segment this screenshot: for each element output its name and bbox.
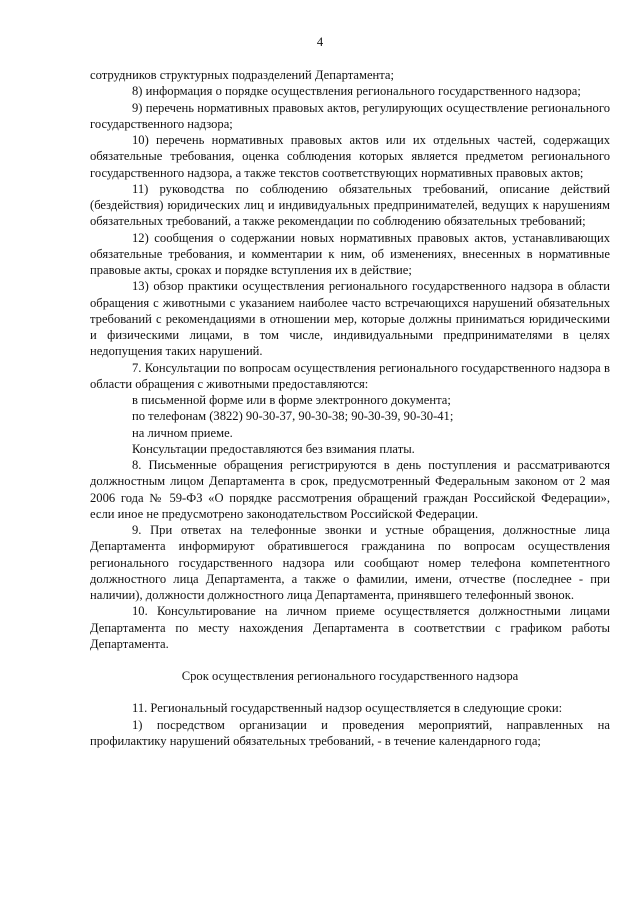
list-line: по телефонам (3822) 90-30-37, 90-30-38; 90-30-39, 90-30-41; — [132, 409, 454, 424]
paragraph: 12) сообщения о содержании новых нормативных правовых актов, устанавливающих обязательные требования, и комментарии к ним, об изменениях, внесенных в нормативные правовые акты, сроках и порядке вступления их в действие; — [90, 230, 610, 277]
paragraph: 9) перечень нормативных правовых актов, регулирующих осуществление регионального государственного надзора; — [90, 100, 610, 131]
paragraph: 8) информация о порядке осуществления регионального государственного надзора; — [132, 84, 581, 99]
paragraph: 10) перечень нормативных правовых актов или их отдельных частей, содержащих обязательные требования, оценка соблюдения которых является предметом регионального государственного надзора, а также текстов соответствующих нормативных правовых актов; — [90, 133, 610, 180]
document-body — [90, 67, 610, 749]
paragraph: 11) руководства по соблюдению обязательных требований, описание действий (бездействия) юридических лиц и индивидуальных предпринимателей, ведущих к нарушениям обязательных требований, а также рекомендации по соблюдению обязательных требований; — [90, 181, 610, 229]
paragraph: 10. Консультирование на личном приеме осуществляется должностными лицами Департамента по месту нахождения Департамента в соответствии с графиком работы Департамента. — [90, 604, 610, 651]
section-heading: Срок осуществления регионального государственного надзора — [181, 669, 519, 683]
paragraph: 8. Письменные обращения регистрируются в день поступления и рассматриваются должностным лицом Департамента в срок, предусмотренный Федеральным законом от 2 мая 2006 года № 59-ФЗ «О порядке рассмотрения обращений граждан Российской Федерации», если иное не предусмотрено законодательством Российской Федерации. — [90, 458, 610, 521]
paragraph: сотрудников структурных подразделений Департамента; — [90, 68, 395, 82]
paragraph: 1) посредством организации и проведения мероприятий, направленных на профилактику нарушений обязательных требований, - в течение календарного года; — [90, 717, 610, 748]
list-line: в письменной форме или в форме электронного документа; — [132, 393, 451, 407]
list-line: на личном приеме. — [132, 425, 233, 440]
paragraph: Консультации предоставляются без взимания платы. — [132, 441, 415, 456]
paragraph: 13) обзор практики осуществления регионального государственного надзора в области обращения с животными с указанием наиболее часто встречающихся нарушений обязательных требований с рекомендациями в отношении мер, которые должны приниматься юридическими и физическими лицами, в том числе, индивидуальными предпринимателями в целях недопущения таких нарушений. — [90, 279, 610, 359]
page-number: 4 — [316, 35, 324, 49]
paragraph: 7. Консультации по вопросам осуществления регионального государственного надзора в области обращения с животными предоставляются: — [90, 360, 610, 391]
paragraph: 11. Региональный государственный надзор осуществляется в следующие сроки: — [132, 701, 563, 716]
paragraph: 9. При ответах на телефонные звонки и устные обращения, должностные лица Департамента информируют обратившегося гражданина по вопросам осуществления регионального государственного надзора или сообщают номер телефона компетентного должностного лица Департамента, а также о фамилии, имени, отчестве (последнее - при наличии), должности должностного лица Департамента, принявшего телефонный звонок. — [90, 523, 610, 602]
